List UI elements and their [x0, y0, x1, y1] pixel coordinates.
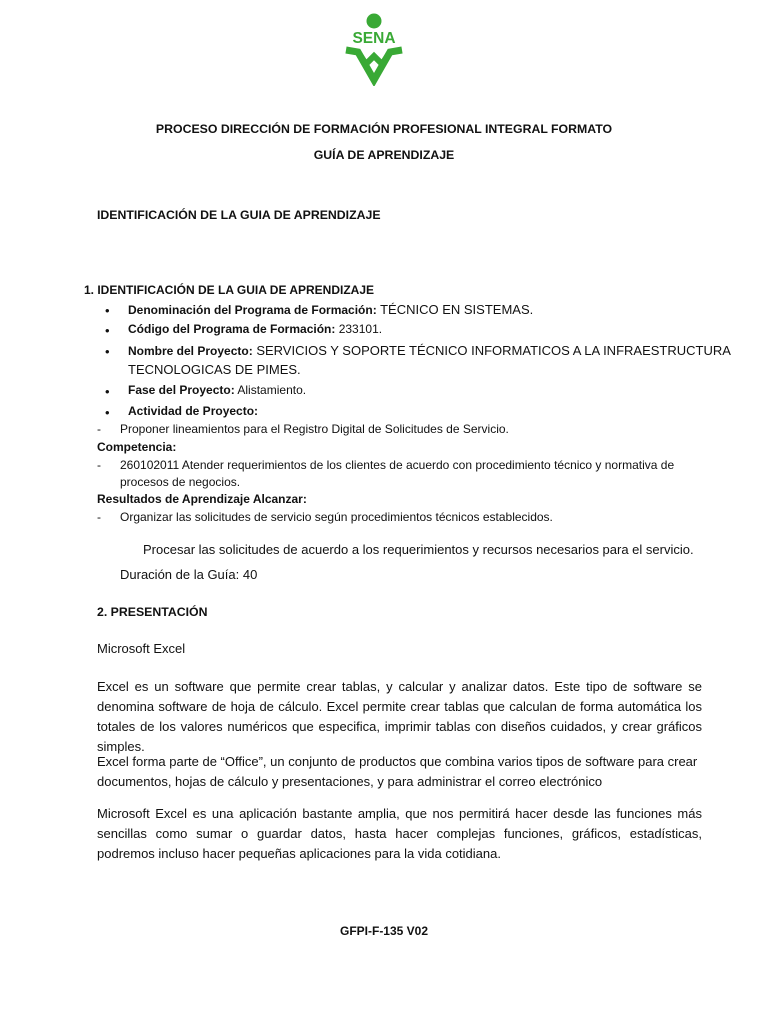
resultados-label: Resultados de Aprendizaje Alcanzar: — [97, 492, 307, 506]
item-label: Código del Programa de Formación: — [128, 322, 336, 336]
logo-head — [367, 14, 382, 29]
list-item-proyecto — [128, 344, 731, 357]
paragraph-3: Microsoft Excel es una aplicación bastante amplia, que nos permitirá hacer desde las funciones más sencillas como sumar o guardar datos, hasta hacer complejas funciones, gráficos, estadísticas, podremos incluso hacer pequeñas aplicaciones para la vida cotidiana. — [97, 806, 702, 861]
section2-title: 2. PRESENTACIÓN — [97, 605, 208, 619]
dash-marker: - — [97, 422, 101, 436]
paragraph-1: Excel es un software que permite crear tablas, y calcular y analizar datos. Este tipo de software se denomina software de hoja de cálculo. Excel permite crear tablas que calculan de forma automática los totales de los valores numéricos que especifica, imprimir tablas con diseños cuidados, y crear gráficos simples. — [97, 679, 702, 754]
bullet-icon: • — [105, 303, 110, 318]
item-label: Actividad de Proyecto: — [128, 404, 259, 418]
item-value: Alistamiento. — [234, 383, 307, 397]
duracion-text: Duración de la Guía: 40 — [120, 567, 258, 582]
section-heading: IDENTIFICACIÓN DE LA GUIA DE APRENDIZAJE — [97, 208, 381, 222]
bullet-icon: • — [105, 323, 110, 338]
competencia-label: Competencia: — [97, 440, 177, 454]
sena-logo — [336, 12, 412, 86]
item-value: SERVICIOS Y SOPORTE TÉCNICO INFORMATICOS A LA INFRAESTRUCTURA — [252, 343, 731, 358]
paragraph-2: Excel forma parte de “Office”, un conjunto de productos que combina varios tipos de software para crear documentos, hojas de cálculo y presentaciones, y para administrar el correo electrónico — [97, 754, 698, 789]
dash-marker: - — [97, 458, 101, 472]
logo-text: SENA — [352, 30, 396, 47]
competencia-line-1: 260102011 Atender requerimientos de los clientes de acuerdo con procedimiento técnico y normativa de — [120, 458, 675, 472]
logo-figure-inner — [358, 52, 390, 64]
section2-subtitle: Microsoft Excel — [97, 641, 186, 656]
duracion-line — [120, 568, 257, 581]
list-item-fase — [128, 384, 306, 396]
list-item-programa — [128, 303, 533, 316]
resultado-1: Organizar las solicitudes de servicio según procedimientos técnicos establecidos. — [120, 510, 553, 524]
item-value: TÉCNICO EN SISTEMAS. — [376, 302, 534, 317]
header-line-1: PROCESO DIRECCIÓN DE FORMACIÓN PROFESIONAL INTEGRAL FORMATO — [155, 122, 613, 136]
footer-code: GFPI-F-135 V02 — [339, 924, 429, 938]
resultado-2: Procesar las solicitudes de acuerdo a los requerimientos y recursos necesarios para el servicio. — [143, 542, 694, 557]
section1-title: 1. IDENTIFICACIÓN DE LA GUIA DE APRENDIZAJE — [84, 283, 375, 297]
item-label: Fase del Proyecto: — [128, 383, 235, 397]
item-value-continued: TECNOLOGICAS DE PIMES. — [128, 362, 301, 377]
list-item-codigo — [128, 323, 382, 335]
activity-text: Proponer lineamientos para el Registro Digital de Solicitudes de Servicio. — [120, 422, 509, 436]
header-line-2: GUÍA DE APRENDIZAJE — [313, 148, 455, 162]
bullet-icon: • — [105, 384, 110, 399]
bullet-icon: • — [105, 405, 110, 420]
list-item-actividad — [128, 405, 258, 417]
item-label: Denominación del Programa de Formación: — [128, 303, 377, 317]
bullet-icon: • — [105, 344, 110, 359]
competencia-line-2: procesos de negocios. — [120, 475, 241, 489]
item-label: Nombre del Proyecto: — [128, 344, 253, 358]
dash-marker: - — [97, 510, 101, 524]
item-value: 233101. — [335, 322, 383, 336]
